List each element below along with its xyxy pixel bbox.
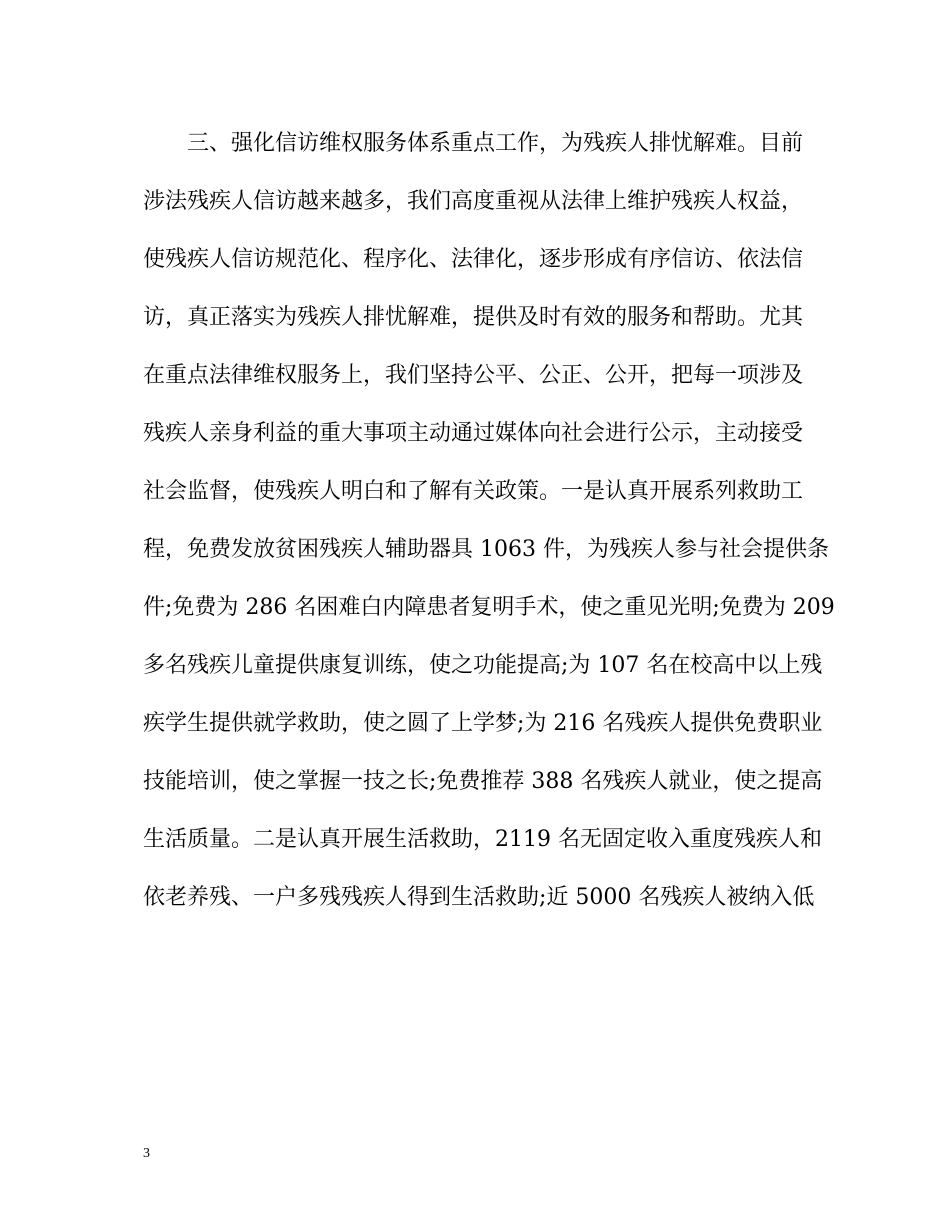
paragraph-line: 程，免费发放贫困残疾人辅助器具 1063 件，为残疾人参与社会提供条: [143, 537, 829, 562]
paragraph-line: 在重点法律维权服务上，我们坚持公平、公正、公开，把每一项涉及: [143, 363, 804, 388]
paragraph-line: 残疾人亲身利益的重大事项主动通过媒体向社会进行公示，主动接受: [143, 421, 804, 446]
paragraph-line: 涉法残疾人信访越来越多，我们高度重视从法律上维护残疾人权益，: [143, 189, 804, 214]
paragraph-line: 件;免费为 286 名困难白内障患者复明手术，使之重见光明;免费为 209: [143, 595, 835, 620]
paragraph-line: 依老养残、一户多残残疾人得到生活救助;近 5000 名残疾人被纳入低: [143, 885, 815, 910]
paragraph-line: 社会监督，使残疾人明白和了解有关政策。一是认真开展系列救助工: [143, 479, 804, 504]
paragraph-line: 三、强化信访维权服务体系重点工作，为残疾人排忧解难。目前: [143, 131, 804, 156]
paragraph-line: 疾学生提供就学救助，使之圆了上学梦;为 216 名残疾人提供免费职业: [143, 711, 823, 736]
paragraph-line: 多名残疾儿童提供康复训练，使之功能提高;为 107 名在校高中以上残: [143, 653, 823, 678]
body-paragraph: [143, 122, 835, 934]
paragraph-line: 访，真正落实为残疾人排忧解难，提供及时有效的服务和帮助。尤其: [143, 305, 804, 330]
page-number: 3: [143, 1146, 150, 1161]
paragraph-line: 使残疾人信访规范化、程序化、法律化，逐步形成有序信访、依法信: [143, 247, 804, 272]
paragraph-line: 技能培训，使之掌握一技之长;免费推荐 388 名残疾人就业，使之提高: [143, 769, 823, 794]
paragraph-line: 生活质量。二是认真开展生活救助，2119 名无固定收入重度残疾人和: [143, 827, 822, 852]
